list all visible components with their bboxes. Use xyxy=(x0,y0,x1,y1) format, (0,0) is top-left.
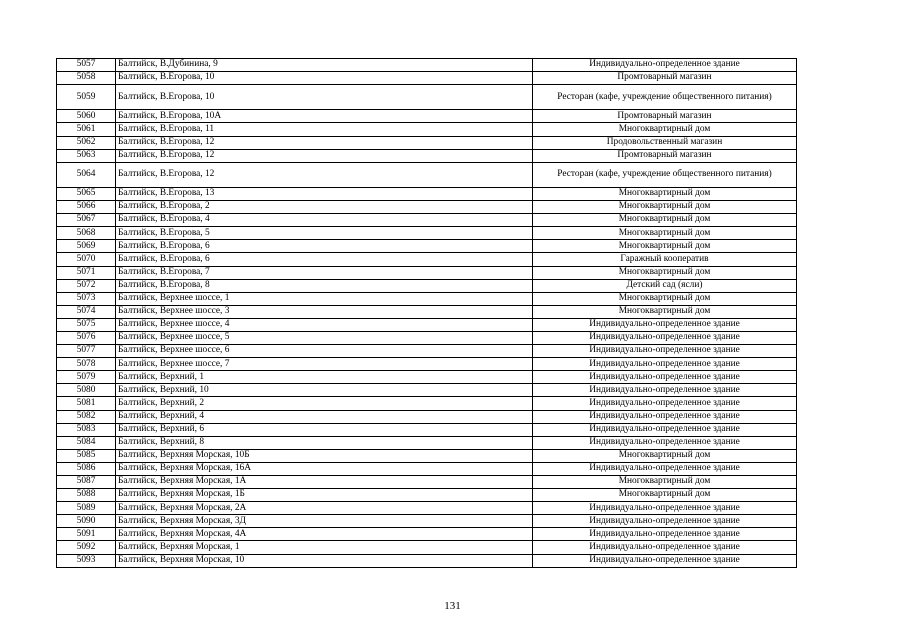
object-type-cell: Детский сад (ясли) xyxy=(533,279,797,292)
address-cell: Балтийск, В.Егорова, 8 xyxy=(116,279,533,292)
object-type-cell: Индивидуально-определенное здание xyxy=(533,528,797,541)
object-type-cell: Индивидуально-определенное здание xyxy=(533,59,797,72)
address-cell: Балтийск, В.Егорова, 11 xyxy=(116,123,533,136)
object-type-cell: Промтоварный магазин xyxy=(533,149,797,162)
table-row xyxy=(57,476,797,489)
address-cell: Балтийск, Верхняя Морская, 4А xyxy=(116,528,533,541)
object-number-cell: 5068 xyxy=(57,227,116,240)
address-cell: Балтийск, Верхнее шоссе, 5 xyxy=(116,331,533,344)
address-cell: Балтийск, Верхняя Морская, 1А xyxy=(116,476,533,489)
table-row xyxy=(57,384,797,397)
table-row xyxy=(57,410,797,423)
address-cell: Балтийск, В.Егорова, 6 xyxy=(116,253,533,266)
object-number-cell: 5064 xyxy=(57,162,116,187)
object-type-cell: Многоквартирный дом xyxy=(533,201,797,214)
object-type-cell: Многоквартирный дом xyxy=(533,123,797,136)
object-number-cell: 5075 xyxy=(57,318,116,331)
object-type-cell: Индивидуально-определенное здание xyxy=(533,541,797,554)
address-cell: Балтийск, Верхний, 6 xyxy=(116,423,533,436)
address-cell: Балтийск, Верхний, 10 xyxy=(116,384,533,397)
object-type-cell: Индивидуально-определенное здание xyxy=(533,331,797,344)
table-row xyxy=(57,515,797,528)
object-type-cell: Многоквартирный дом xyxy=(533,305,797,318)
table-row xyxy=(57,136,797,149)
table-row xyxy=(57,318,797,331)
table-row xyxy=(57,187,797,200)
object-number-cell: 5070 xyxy=(57,253,116,266)
object-type-cell: Многоквартирный дом xyxy=(533,240,797,253)
object-type-cell: Многоквартирный дом xyxy=(533,292,797,305)
table-row xyxy=(57,227,797,240)
address-cell: Балтийск, Верхний, 4 xyxy=(116,410,533,423)
table-row xyxy=(57,436,797,449)
object-number-cell: 5089 xyxy=(57,502,116,515)
object-number-cell: 5081 xyxy=(57,397,116,410)
object-type-cell: Гаражный кооператив xyxy=(533,253,797,266)
table-row xyxy=(57,162,797,187)
table-row xyxy=(57,554,797,567)
table-row xyxy=(57,371,797,384)
table-row xyxy=(57,292,797,305)
table-row xyxy=(57,541,797,554)
table-row xyxy=(57,502,797,515)
object-number-cell: 5091 xyxy=(57,528,116,541)
object-type-cell: Индивидуально-определенное здание xyxy=(533,423,797,436)
object-number-cell: 5077 xyxy=(57,345,116,358)
address-cell: Балтийск, В.Егорова, 2 xyxy=(116,201,533,214)
address-cell: Балтийск, В.Егорова, 12 xyxy=(116,162,533,187)
table-row xyxy=(57,240,797,253)
address-cell: Балтийск, В.Дубинина, 9 xyxy=(116,59,533,72)
object-type-cell: Многоквартирный дом xyxy=(533,476,797,489)
address-cell: Балтийск, Верхний, 8 xyxy=(116,436,533,449)
object-type-cell: Индивидуально-определенное здание xyxy=(533,502,797,515)
address-cell: Балтийск, Верхний, 1 xyxy=(116,371,533,384)
object-type-cell: Ресторан (кафе, учреждение общественного питания) xyxy=(533,85,797,110)
object-number-cell: 5080 xyxy=(57,384,116,397)
table-row xyxy=(57,331,797,344)
object-type-cell: Индивидуально-определенное здание xyxy=(533,358,797,371)
object-type-cell: Индивидуально-определенное здание xyxy=(533,345,797,358)
object-type-cell: Многоквартирный дом xyxy=(533,227,797,240)
address-cell: Балтийск, Верхняя Морская, 2А xyxy=(116,502,533,515)
table-row xyxy=(57,85,797,110)
table-row xyxy=(57,72,797,85)
object-number-cell: 5078 xyxy=(57,358,116,371)
object-type-cell: Продовольственный магазин xyxy=(533,136,797,149)
address-cell: Балтийск, Верхняя Морская, 3Д xyxy=(116,515,533,528)
table-row xyxy=(57,253,797,266)
object-number-cell: 5087 xyxy=(57,476,116,489)
object-number-cell: 5082 xyxy=(57,410,116,423)
table-row xyxy=(57,59,797,72)
object-number-cell: 5062 xyxy=(57,136,116,149)
object-number-cell: 5093 xyxy=(57,554,116,567)
object-number-cell: 5065 xyxy=(57,187,116,200)
address-cell: Балтийск, В.Егорова, 13 xyxy=(116,187,533,200)
object-number-cell: 5067 xyxy=(57,214,116,227)
table-row xyxy=(57,214,797,227)
table-row xyxy=(57,449,797,462)
table-row xyxy=(57,462,797,475)
object-type-cell: Индивидуально-определенное здание xyxy=(533,397,797,410)
object-number-cell: 5079 xyxy=(57,371,116,384)
table-row xyxy=(57,397,797,410)
address-cell: Балтийск, Верхнее шоссе, 1 xyxy=(116,292,533,305)
address-cell: Балтийск, Верхняя Морская, 1Б xyxy=(116,489,533,502)
table-row xyxy=(57,201,797,214)
table-row xyxy=(57,358,797,371)
object-type-cell: Индивидуально-определенное здание xyxy=(533,436,797,449)
table-row xyxy=(57,149,797,162)
object-number-cell: 5060 xyxy=(57,110,116,123)
table-row xyxy=(57,266,797,279)
address-cell: Балтийск, Верхнее шоссе, 4 xyxy=(116,318,533,331)
object-type-cell: Индивидуально-определенное здание xyxy=(533,371,797,384)
object-number-cell: 5074 xyxy=(57,305,116,318)
registry-table-body xyxy=(57,59,797,568)
table-row xyxy=(57,123,797,136)
table-row xyxy=(57,305,797,318)
address-cell: Балтийск, В.Егорова, 5 xyxy=(116,227,533,240)
address-cell: Балтийск, В.Егорова, 12 xyxy=(116,149,533,162)
object-number-cell: 5057 xyxy=(57,59,116,72)
address-cell: Балтийск, Верхнее шоссе, 3 xyxy=(116,305,533,318)
object-type-cell: Индивидуально-определенное здание xyxy=(533,410,797,423)
table-row xyxy=(57,423,797,436)
object-type-cell: Индивидуально-определенное здание xyxy=(533,515,797,528)
object-number-cell: 5084 xyxy=(57,436,116,449)
address-cell: Балтийск, Верхнее шоссе, 7 xyxy=(116,358,533,371)
object-type-cell: Многоквартирный дом xyxy=(533,489,797,502)
address-cell: Балтийск, В.Егорова, 10 xyxy=(116,85,533,110)
object-number-cell: 5071 xyxy=(57,266,116,279)
address-cell: Балтийск, Верхнее шоссе, 6 xyxy=(116,345,533,358)
address-cell: Балтийск, Верхняя Морская, 16А xyxy=(116,462,533,475)
object-number-cell: 5085 xyxy=(57,449,116,462)
table-row xyxy=(57,345,797,358)
address-cell: Балтийск, В.Егорова, 10А xyxy=(116,110,533,123)
object-number-cell: 5090 xyxy=(57,515,116,528)
table-row xyxy=(57,279,797,292)
object-type-cell: Многоквартирный дом xyxy=(533,266,797,279)
object-type-cell: Индивидуально-определенное здание xyxy=(533,554,797,567)
object-type-cell: Индивидуально-определенное здание xyxy=(533,318,797,331)
object-type-cell: Ресторан (кафе, учреждение общественного питания) xyxy=(533,162,797,187)
object-number-cell: 5092 xyxy=(57,541,116,554)
table-row xyxy=(57,528,797,541)
object-number-cell: 5069 xyxy=(57,240,116,253)
address-cell: Балтийск, Верхняя Морская, 10Б xyxy=(116,449,533,462)
table-row xyxy=(57,110,797,123)
address-cell: Балтийск, Верхняя Морская, 10 xyxy=(116,554,533,567)
address-cell: Балтийск, В.Егорова, 6 xyxy=(116,240,533,253)
object-type-cell: Многоквартирный дом xyxy=(533,187,797,200)
object-number-cell: 5066 xyxy=(57,201,116,214)
object-number-cell: 5086 xyxy=(57,462,116,475)
address-cell: Балтийск, В.Егорова, 7 xyxy=(116,266,533,279)
object-type-cell: Многоквартирный дом xyxy=(533,449,797,462)
object-number-cell: 5073 xyxy=(57,292,116,305)
object-number-cell: 5061 xyxy=(57,123,116,136)
address-cell: Балтийск, В.Егорова, 4 xyxy=(116,214,533,227)
object-type-cell: Многоквартирный дом xyxy=(533,214,797,227)
address-cell: Балтийск, В.Егорова, 12 xyxy=(116,136,533,149)
table-row xyxy=(57,489,797,502)
object-type-cell: Промтоварный магазин xyxy=(533,72,797,85)
address-cell: Балтийск, Верхний, 2 xyxy=(116,397,533,410)
object-number-cell: 5076 xyxy=(57,331,116,344)
object-number-cell: 5058 xyxy=(57,72,116,85)
registry-table xyxy=(56,58,797,568)
object-number-cell: 5059 xyxy=(57,85,116,110)
object-type-cell: Промтоварный магазин xyxy=(533,110,797,123)
object-number-cell: 5063 xyxy=(57,149,116,162)
page-number: 131 xyxy=(444,600,461,612)
address-cell: Балтийск, Верхняя Морская, 1 xyxy=(116,541,533,554)
object-number-cell: 5083 xyxy=(57,423,116,436)
object-number-cell: 5072 xyxy=(57,279,116,292)
address-cell: Балтийск, В.Егорова, 10 xyxy=(116,72,533,85)
object-type-cell: Индивидуально-определенное здание xyxy=(533,462,797,475)
object-type-cell: Индивидуально-определенное здание xyxy=(533,384,797,397)
object-number-cell: 5088 xyxy=(57,489,116,502)
